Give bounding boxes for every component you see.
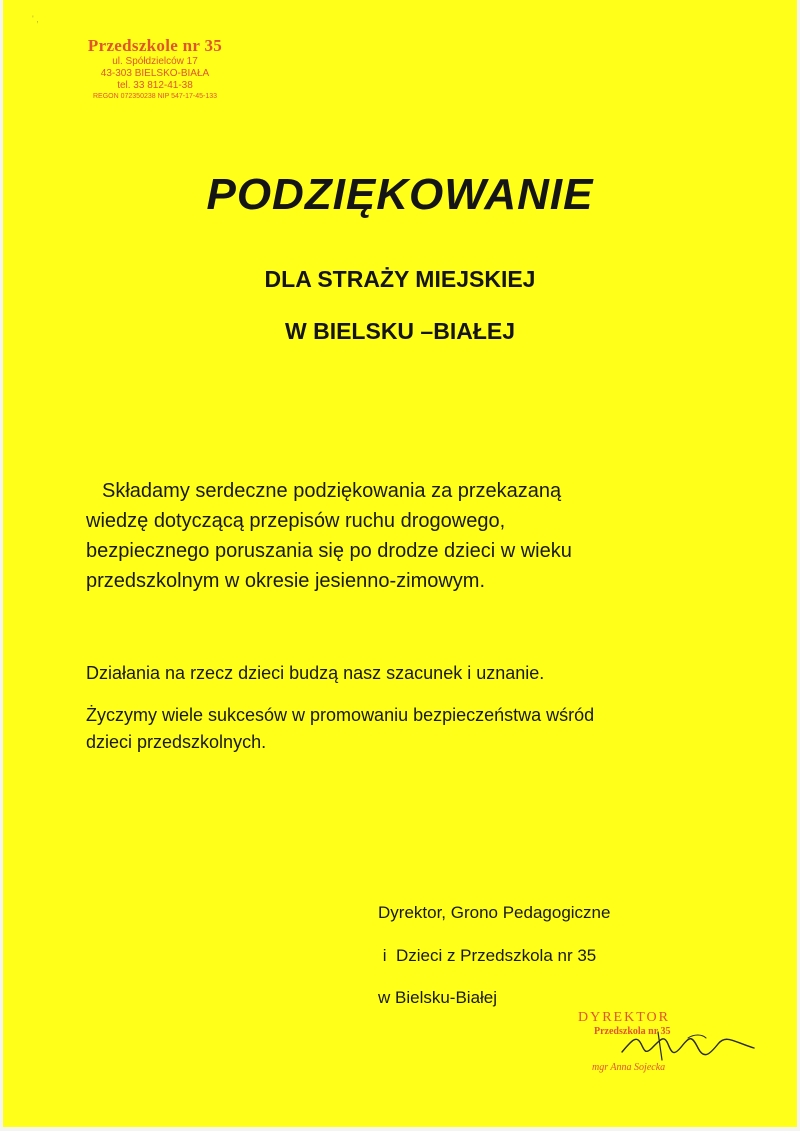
signature-line-2: i Dzieci z Przedszkola nr 35 [378, 946, 597, 965]
document-title: PODZIĘKOWANIE [206, 170, 594, 219]
director-stamp-name: mgr Anna Sojecka [592, 1062, 666, 1073]
stamp-city: 43-303 BIELSKO-BIAŁA [100, 68, 210, 79]
paragraph-line: wiedzę dotyczącą przepisów ruchu drogowego, [86, 510, 506, 532]
stamp-street: ul. Spółdzielców 17 [112, 56, 198, 67]
document-subtitle-line1: DLA STRAŻY MIEJSKIEJ [264, 266, 536, 292]
scan-edge-bottom [0, 1127, 800, 1131]
signature-line-1: Dyrektor, Grono Pedagogiczne [378, 903, 611, 922]
stamp-ids: REGON 072350238 NIP 547-17-45-133 [92, 93, 217, 100]
signature-line-3: w Bielsku-Białej [378, 988, 498, 1007]
paragraph-line: przedszkolnym w okresie jesienno-zimowym. [86, 570, 486, 592]
paragraph-line: Życzymy wiele sukcesów w promowaniu bezpieczeństwa wśród [86, 705, 595, 725]
thanks-paragraph [86, 476, 726, 596]
document-subtitle-line2: W BIELSKU –BIAŁEJ [284, 318, 516, 344]
stamp-phone: tel. 33 812-41-38 [117, 80, 193, 91]
paragraph-line: dzieci przedszkolnych. [86, 732, 267, 752]
handwritten-signature [618, 1026, 758, 1066]
preschool-address-stamp [55, 36, 255, 102]
respect-paragraph: Działania na rzecz dzieci budzą nasz szacunek i uznanie. [86, 663, 545, 683]
director-stamp-title: DYREKTOR [578, 1010, 670, 1025]
paragraph-line: Składamy serdeczne podziękowania za przekazaną [102, 480, 562, 502]
director-stamp-subtitle: Przedszkola nr 35 [594, 1026, 671, 1037]
paragraph-line: bezpiecznego poruszania się po drodze dzieci w wieku [86, 540, 572, 562]
wishes-paragraph [86, 702, 726, 756]
scan-specks: ' , [32, 14, 39, 24]
stamp-school-name: Przedszkole nr 35 [87, 36, 223, 55]
